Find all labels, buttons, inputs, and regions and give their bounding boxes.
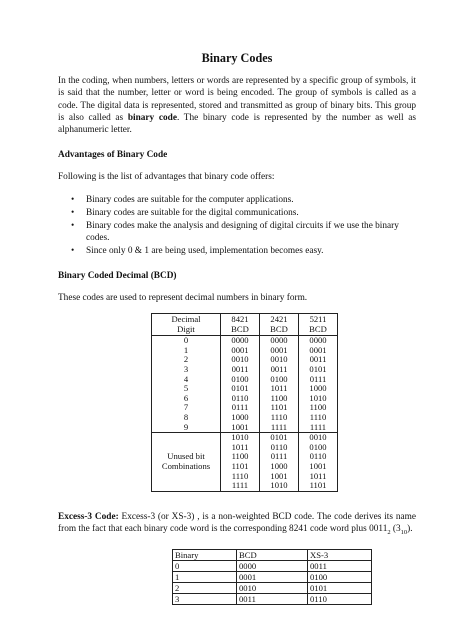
header-bcd: BCD — [237, 550, 308, 561]
bcd-cell: 0001 — [237, 572, 308, 583]
bullet-icon: • — [71, 207, 75, 218]
xs3-cell: 0110 — [308, 594, 372, 605]
bcd-table — [151, 313, 338, 492]
unused-8421-cell: 1010 1011 1100 1101 1110 1111 — [221, 433, 260, 492]
binary-cell: 2 — [173, 583, 237, 594]
table-header-row — [173, 550, 372, 561]
bcd-cell: 0010 — [237, 583, 308, 594]
table-row — [152, 433, 338, 492]
excess3-text: Excess-3 (or XS-3) , is a non-weighted BCD code. The code derives its name from the fact that each binary code word is the corresponding 8241 code word plus 0011 — [58, 511, 416, 534]
list-item — [71, 207, 416, 219]
code-8421-cell: 0000 0001 0010 0011 0100 0101 0110 0111 1000 1001 — [221, 336, 260, 433]
table-row — [152, 336, 338, 433]
bcd-heading: Binary Coded Decimal (BCD) — [58, 270, 177, 281]
excess3-subscript-base2: 2 — [387, 528, 391, 536]
xs3-cell: 0101 — [308, 583, 372, 594]
list-item-text: Binary codes are suitable for the computer applications. — [86, 194, 294, 205]
list-item — [71, 245, 416, 257]
table-row — [173, 561, 372, 572]
xs3-table — [172, 549, 372, 605]
list-item-text: Since only 0 & 1 are being used, implementation becomes easy. — [86, 246, 324, 257]
advantages-heading: Advantages of Binary Code — [58, 150, 168, 161]
header-8421-bcd: 8421 BCD — [221, 314, 260, 336]
intro-bold-term: binary code — [127, 112, 177, 123]
bullet-icon: • — [71, 194, 75, 205]
list-item — [71, 220, 416, 244]
advantages-list — [58, 194, 416, 258]
bcd-lead: These codes are used to represent decimal numbers in binary form. — [58, 292, 308, 303]
bullet-icon: • — [71, 221, 75, 232]
table-row — [173, 583, 372, 594]
intro-text-end: . The binary code is represented by the number as well as alphanumeric letter. — [58, 112, 416, 136]
header-xs3: XS-3 — [308, 550, 372, 561]
excess3-label: Excess-3 Code: — [58, 511, 119, 522]
list-item-text: Binary codes make the analysis and designing of digital circuits if we use the binary codes. — [86, 221, 399, 244]
excess3-subscript-base10: 10 — [400, 528, 408, 536]
code-2421-cell: 0000 0001 0010 0011 0100 1011 1100 1101 1110 1111 — [260, 336, 299, 433]
xs3-cell: 0011 — [308, 561, 372, 572]
code-5211-cell: 0000 0001 0011 0101 0111 1000 1010 1100 1110 1111 — [299, 336, 338, 433]
table-row — [173, 594, 372, 605]
header-decimal-digit: Decimal Digit — [152, 314, 221, 336]
excess3-paragraph — [58, 511, 416, 535]
list-item — [71, 194, 416, 206]
excess3-text-end: ). — [407, 523, 413, 534]
list-item-text: Binary codes are suitable for the digital communications. — [86, 207, 299, 218]
excess3-text-mid: (3 — [390, 523, 401, 534]
header-2421-bcd: 2421 BCD — [260, 314, 299, 336]
advantages-lead: Following is the list of advantages that binary code offers: — [58, 172, 275, 183]
binary-cell: 1 — [173, 572, 237, 583]
table-header-row — [152, 314, 338, 336]
binary-cell: 3 — [173, 594, 237, 605]
decimal-digits-cell: 0 1 2 3 4 5 6 7 8 9 — [152, 336, 221, 433]
header-5211-bcd: 5211 BCD — [299, 314, 338, 336]
table-row — [173, 572, 372, 583]
binary-cell: 0 — [173, 561, 237, 572]
bcd-cell: 0000 — [237, 561, 308, 572]
intro-text-start: In the coding, when numbers, letters or words are represented by a specific group of symbols, it is said that the number, letter or word is being encoded. The group of symbols is called as a code. The digital data is represented, stored and transmitted as group of binary bits. This group is also called as — [58, 76, 416, 123]
unused-5211-cell: 0010 0100 0110 1001 1011 1101 — [299, 433, 338, 492]
bcd-cell: 0011 — [237, 594, 308, 605]
bullet-icon: • — [71, 246, 75, 257]
unused-2421-cell: 0101 0110 0111 1000 1001 1010 — [260, 433, 299, 492]
xs3-cell: 0100 — [308, 572, 372, 583]
page-title: Binary Codes — [201, 51, 273, 65]
intro-paragraph — [58, 75, 416, 136]
header-binary: Binary — [173, 550, 237, 561]
unused-combinations-label: Unused bit Combinations — [152, 433, 221, 492]
